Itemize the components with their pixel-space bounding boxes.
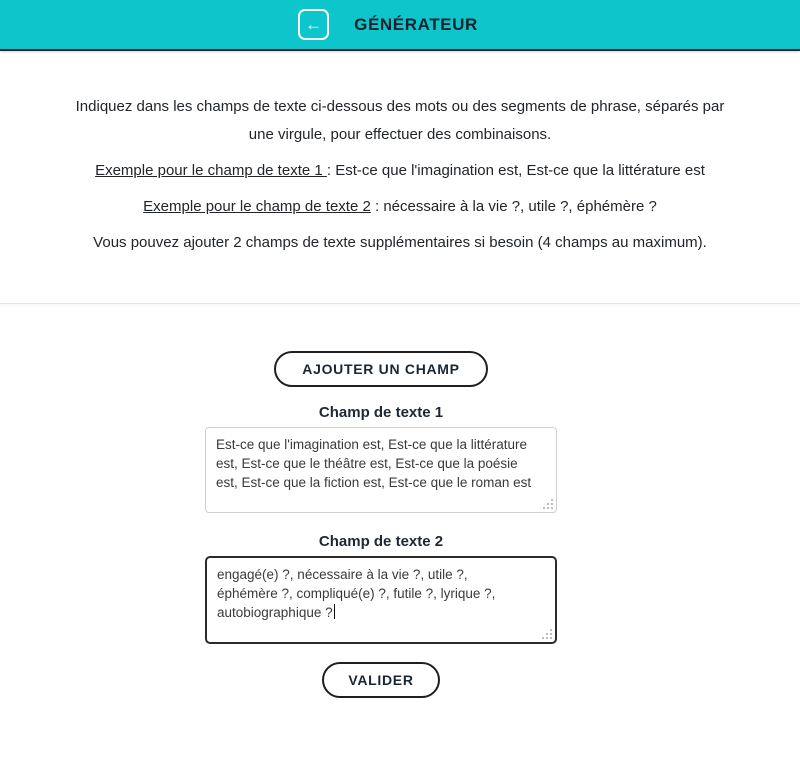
field-1-value: Est-ce que l'imagination est, Est-ce que la littérature est, Est-ce que le théâtre est, Est-ce que la poésie est, Est-ce que la fiction est, Est-ce que le roman est <box>216 437 532 490</box>
example-2-label: Exemple pour le champ de texte 2 <box>143 198 371 215</box>
form-section <box>0 304 762 718</box>
page-title: GÉNÉRATEUR <box>354 14 478 34</box>
text-cursor <box>334 604 335 619</box>
field-2 <box>0 533 762 644</box>
instructions-section <box>0 51 800 304</box>
note-text: Vous pouvez ajouter 2 champs de texte supplémentaires si besoin (4 champs au maximum). <box>93 234 707 251</box>
resize-handle-icon[interactable] <box>542 629 552 639</box>
back-arrow-icon: ← <box>305 15 323 34</box>
header-inner <box>298 9 478 40</box>
example-2-text: : nécessaire à la vie ?, utile ?, éphémère ? <box>370 198 657 215</box>
field-1 <box>0 404 762 513</box>
example-1-text: : Est-ce que l'imagination est, Est-ce que la littérature est <box>326 162 705 179</box>
back-button[interactable] <box>298 9 329 40</box>
add-field-button[interactable]: AJOUTER UN CHAMP <box>274 351 487 387</box>
example-1-line <box>70 157 730 185</box>
example-1-label: Exemple pour le champ de texte 1 <box>95 162 327 179</box>
field-1-textarea[interactable] <box>205 427 557 513</box>
resize-handle-icon[interactable] <box>543 499 553 509</box>
example-2-line <box>70 193 730 221</box>
field-1-label: Champ de texte 1 <box>318 404 444 421</box>
validate-button[interactable]: VALIDER <box>322 662 439 698</box>
intro-text: Indiquez dans les champs de texte ci-dessous des mots ou des segments de phrase, séparés par une virgule, pour effectuer des combinaisons. <box>75 98 725 143</box>
field-2-label: Champ de texte 2 <box>318 533 444 550</box>
field-2-value: engagé(e) ?, nécessaire à la vie ?, utile ?, éphémère ?, compliqué(e) ?, futile ?, lyrique ?, autobiographique ? <box>217 567 496 620</box>
field-2-textarea[interactable] <box>205 556 557 644</box>
header <box>0 0 800 51</box>
